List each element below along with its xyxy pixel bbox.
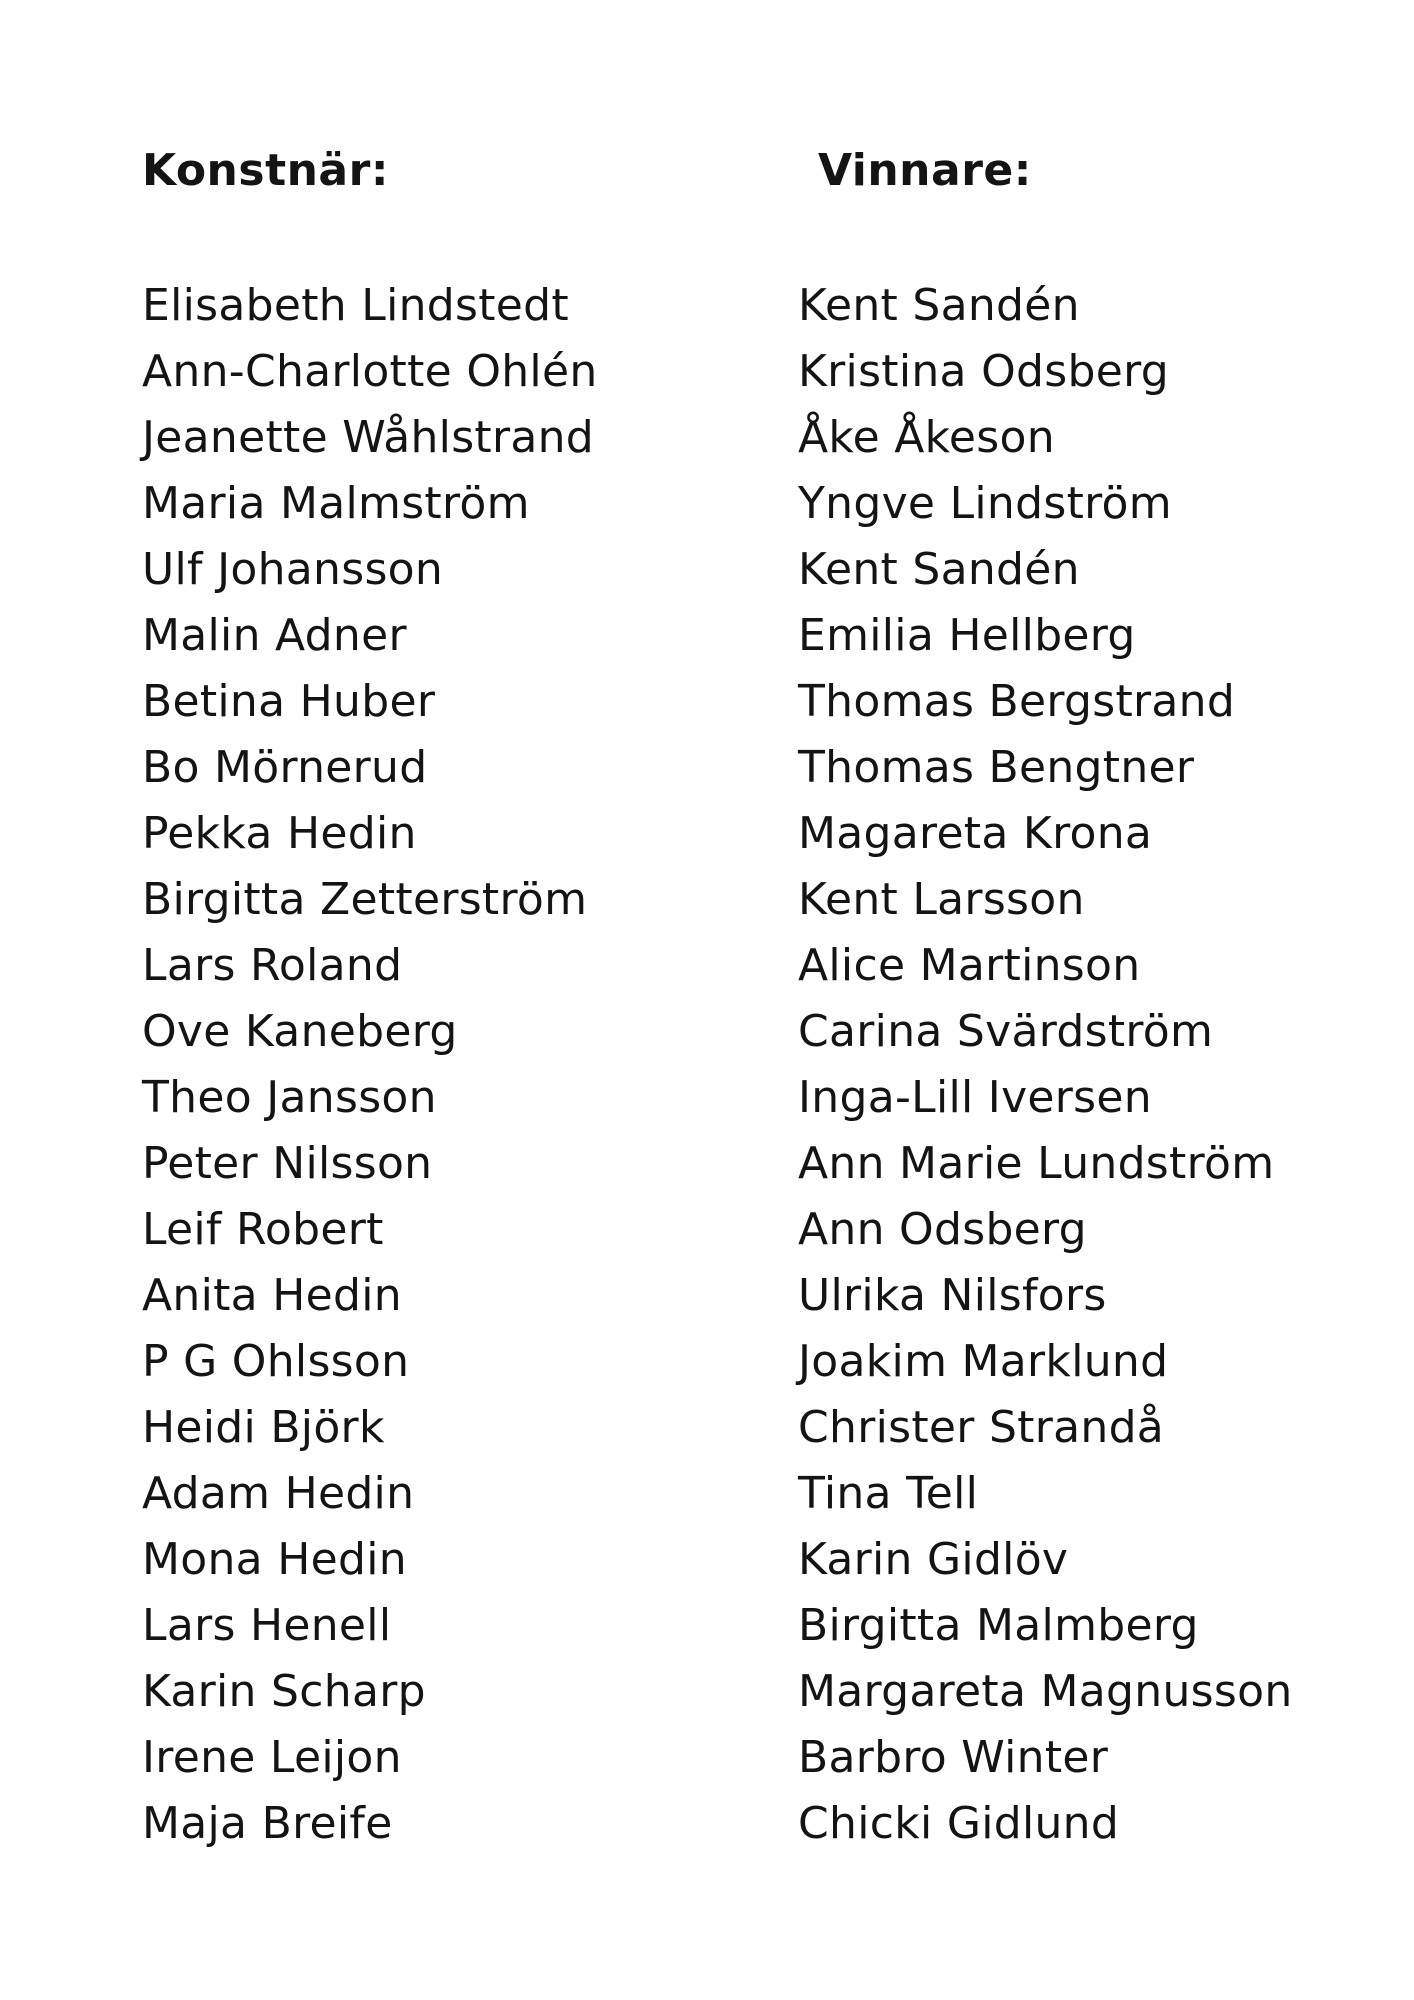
winner-name: Ann Marie Lundström <box>798 1138 1275 1189</box>
winner-list <box>798 273 1293 1857</box>
artist-name: Heidi Björk <box>142 1402 385 1453</box>
artist-name: Peter Nilsson <box>142 1138 433 1189</box>
artist-name: Maria Malmström <box>142 478 530 529</box>
winner-name: Birgitta Malmberg <box>798 1600 1199 1651</box>
winner-name: Kent Sandén <box>798 280 1080 331</box>
winner-name: Kent Larsson <box>798 874 1085 925</box>
winner-name: Margareta Magnusson <box>798 1666 1293 1717</box>
winner-name: Kristina Odsberg <box>798 346 1169 397</box>
artist-name: Elisabeth Lindstedt <box>142 280 569 331</box>
winner-name: Inga-Lill Iversen <box>798 1072 1152 1123</box>
winner-name: Emilia Hellberg <box>798 610 1136 661</box>
artist-list <box>142 273 598 1857</box>
artist-name: Lars Henell <box>142 1600 392 1651</box>
winner-name: Ulrika Nilsfors <box>798 1270 1107 1321</box>
artist-name: Jeanette Wåhlstrand <box>142 412 595 463</box>
winner-name: Magareta Krona <box>798 808 1153 859</box>
artist-name: Mona Hedin <box>142 1534 407 1585</box>
winner-name: Joakim Marklund <box>798 1336 1169 1387</box>
artist-name: Karin Scharp <box>142 1666 426 1717</box>
artist-name: Leif Robert <box>142 1204 384 1255</box>
winner-name: Tina Tell <box>798 1468 979 1519</box>
artist-name: Malin Adner <box>142 610 407 661</box>
winner-name: Alice Martinson <box>798 940 1141 991</box>
artist-name: P G Ohlsson <box>142 1336 410 1387</box>
winner-name: Thomas Bengtner <box>798 742 1195 793</box>
winner-name: Karin Gidlöv <box>798 1534 1069 1585</box>
winner-name: Yngve Lindström <box>798 478 1172 529</box>
artist-name: Irene Leijon <box>142 1732 402 1783</box>
winner-name: Thomas Bergstrand <box>798 676 1236 727</box>
artist-name: Pekka Hedin <box>142 808 417 859</box>
artist-name: Theo Jansson <box>142 1072 437 1123</box>
artist-name: Lars Roland <box>142 940 403 991</box>
artist-name: Betina Huber <box>142 676 436 727</box>
artist-name: Maja Breife <box>142 1798 393 1849</box>
winner-name: Christer Strandå <box>798 1402 1165 1453</box>
winner-name: Ann Odsberg <box>798 1204 1087 1255</box>
artist-name: Birgitta Zetterström <box>142 874 588 925</box>
winner-name: Kent Sandén <box>798 544 1080 595</box>
artist-name: Anita Hedin <box>142 1270 402 1321</box>
winner-column-header: Vinnare: <box>818 145 1032 196</box>
winner-name: Chicki Gidlund <box>798 1798 1120 1849</box>
artist-name: Ulf Johansson <box>142 544 444 595</box>
artist-name: Adam Hedin <box>142 1468 415 1519</box>
winner-name: Barbro Winter <box>798 1732 1109 1783</box>
artist-column-header: Konstnär: <box>142 145 389 196</box>
artist-name: Ove Kaneberg <box>142 1006 458 1057</box>
artist-name: Ann-Charlotte Ohlén <box>142 346 598 397</box>
winner-name: Carina Svärdström <box>798 1006 1214 1057</box>
winner-name: Åke Åkeson <box>798 412 1055 463</box>
artist-name: Bo Mörnerud <box>142 742 428 793</box>
